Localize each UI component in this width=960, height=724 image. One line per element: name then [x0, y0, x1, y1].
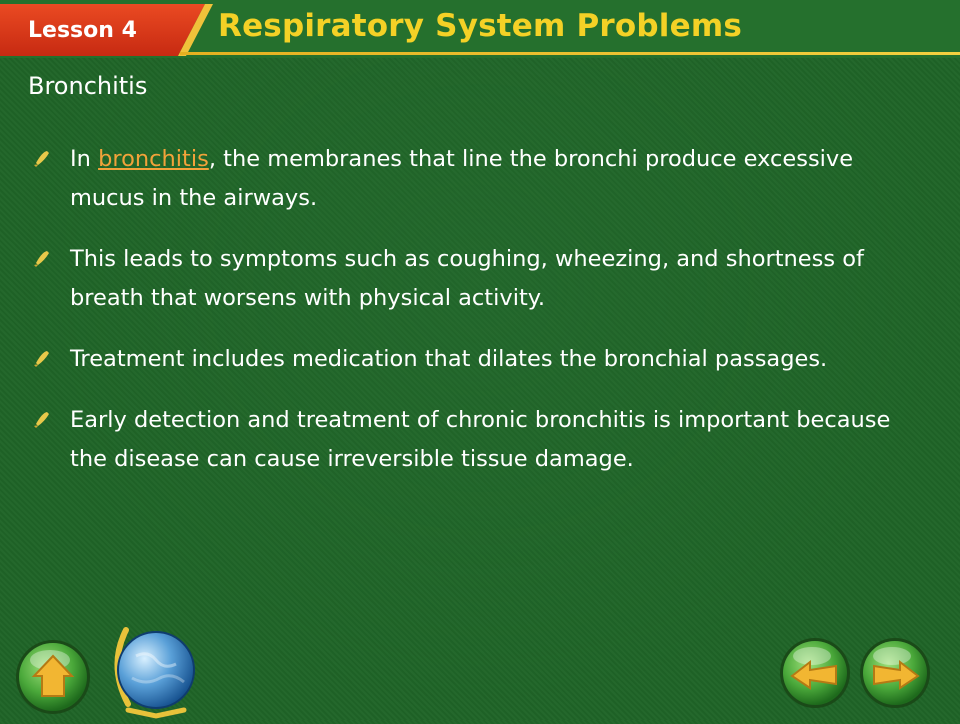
bullet-item [32, 401, 892, 479]
bullet-text: Early detection and treatment of chronic bronchitis is important because the disease can cause irreversible tissue damage. [70, 407, 891, 472]
bullet-item [32, 340, 892, 379]
bullet-marker-icon [32, 348, 52, 368]
bullet-marker-icon [32, 148, 52, 168]
arrow-left-icon [778, 636, 852, 710]
globe-icon [106, 616, 198, 720]
title-underline [180, 52, 960, 55]
bullet-marker-icon [32, 248, 52, 268]
bullet-text-suffix: , the membranes that line the bronchi produce excessive mucus in the airways. [70, 146, 854, 211]
bullet-list [32, 140, 892, 501]
globe-button[interactable] [106, 616, 198, 720]
slide-title: Respiratory System Problems [218, 8, 742, 44]
bronchitis-link[interactable]: bronchitis [98, 146, 209, 172]
bullet-item [32, 240, 892, 318]
next-button[interactable] [858, 636, 932, 710]
bullet-text-prefix: In [70, 146, 99, 172]
slide-subtitle: Bronchitis [28, 72, 148, 100]
previous-button[interactable] [778, 636, 852, 710]
home-icon [14, 638, 92, 716]
bullet-item [32, 140, 892, 218]
arrow-right-icon [858, 636, 932, 710]
lesson-tab [0, 4, 215, 56]
bullet-marker-icon [32, 409, 52, 429]
home-button[interactable] [14, 638, 92, 716]
bullet-text: Treatment includes medication that dilates the bronchial passages. [70, 346, 828, 372]
lesson-label: Lesson 4 [28, 18, 137, 43]
bullet-text: This leads to symptoms such as coughing, wheezing, and shortness of breath that worsens with physical activity. [70, 246, 864, 311]
